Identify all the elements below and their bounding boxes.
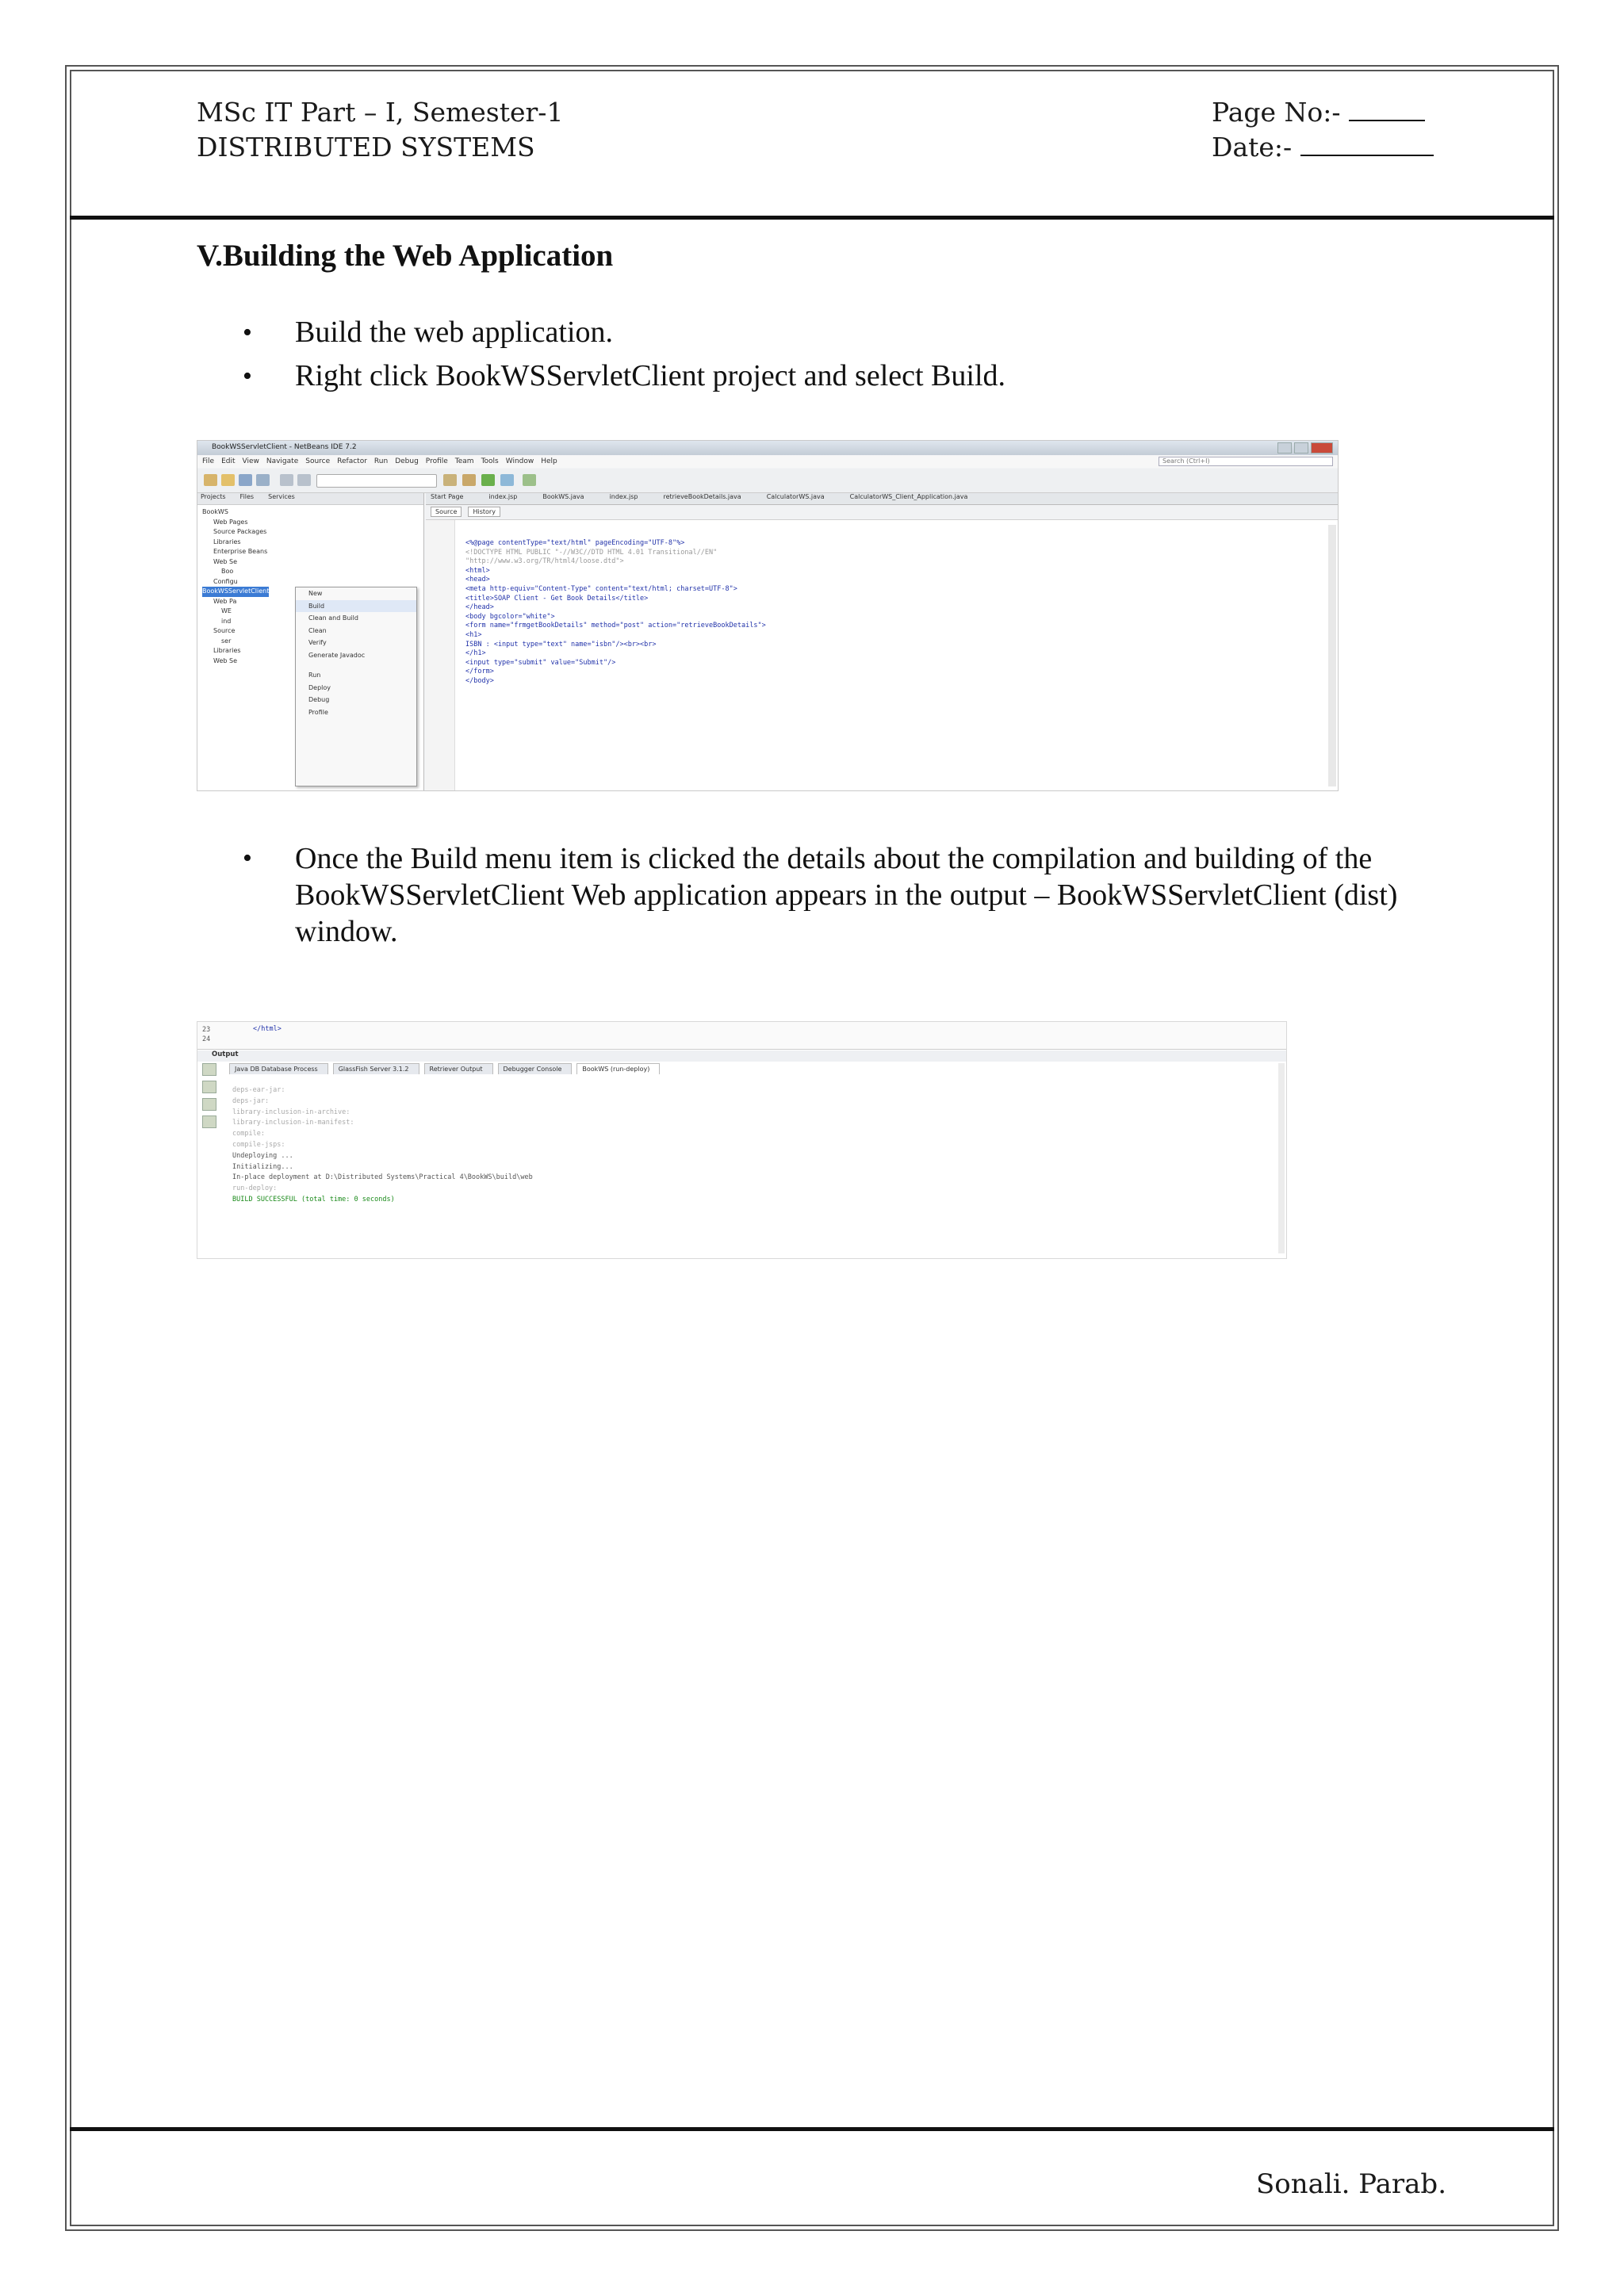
- ctx-debug: Debug: [308, 696, 330, 703]
- close-icon: [1311, 442, 1333, 453]
- page-no-field: [1212, 95, 1434, 130]
- save-all-icon: [256, 474, 270, 486]
- code-line: </head>: [465, 603, 494, 612]
- line-number: 24: [202, 1035, 211, 1043]
- ctx-run: Run: [308, 672, 321, 679]
- bullet-list-output: [238, 840, 1443, 950]
- ide-title-bar: [197, 441, 1338, 455]
- ctx-verify: Verify: [308, 639, 327, 646]
- ctx-javadoc: Generate Javadoc: [308, 651, 366, 659]
- tree-node: Configu: [213, 577, 238, 585]
- date-blank: [1300, 131, 1434, 156]
- editor-tab: retrieveBookDetails.java: [663, 493, 741, 500]
- output-tab: Debugger Console: [498, 1063, 573, 1074]
- page-no-label: Page No:-: [1212, 97, 1341, 128]
- output-tab: Retriever Output: [424, 1063, 493, 1074]
- menu-profile: Profile: [425, 457, 448, 465]
- settings-icon: [202, 1115, 216, 1128]
- date-field: [1212, 130, 1434, 165]
- menu-team: Team: [454, 457, 474, 465]
- menu-view: View: [242, 457, 259, 465]
- redo-icon: [297, 474, 311, 486]
- code-line: <title>SOAP Client - Get Book Details</title>: [465, 594, 649, 603]
- build-icon: [443, 474, 457, 486]
- closing-html-tag: </html>: [253, 1025, 282, 1033]
- ctx-profile: Profile: [308, 708, 328, 716]
- history-toggle: History: [468, 507, 500, 517]
- code-line: <html>: [465, 566, 490, 575]
- menu-source: Source: [305, 457, 331, 465]
- tree-node: Libraries: [213, 647, 241, 654]
- code-line: </form>: [465, 668, 494, 676]
- tree-node: Web Pa: [213, 597, 237, 605]
- tree-node: ser: [221, 637, 232, 645]
- build-log: [232, 1085, 533, 1206]
- bullet-item: • Once the Build menu item is clicked the details about the compilation and building of the BookWSServletClient Web application appears in the output – BookWSServletClient (dist) window.: [238, 840, 1443, 950]
- clean-build-icon: [462, 474, 476, 486]
- ide-window-title: BookWSServletClient - NetBeans IDE 7.2: [212, 443, 357, 451]
- code-line: <h1>: [465, 630, 482, 639]
- config-dropdown: [316, 474, 437, 488]
- log-line: run-deploy:: [232, 1184, 278, 1193]
- footer-rule: [70, 2127, 1554, 2131]
- editor-tab-active: index.jsp: [609, 493, 638, 500]
- window-controls: [1277, 442, 1333, 453]
- menu-window: Window: [505, 457, 534, 465]
- code-line: "http://www.w3.org/TR/html4/loose.dtd">: [465, 557, 624, 566]
- output-tab: Java DB Database Process: [229, 1063, 328, 1074]
- menu-tools: Tools: [481, 457, 499, 465]
- code-editor: [426, 493, 1339, 791]
- code-line: <body bgcolor="white">: [465, 612, 555, 621]
- bullet-list: [238, 311, 1005, 398]
- open-project-icon: [221, 474, 235, 486]
- editor-gutter: [426, 520, 455, 791]
- editor-tabs: [426, 493, 1339, 505]
- rerun-with-args-icon: [202, 1081, 216, 1093]
- log-line: Undeploying ...: [232, 1151, 293, 1160]
- bullet-item: • Build the web application.: [238, 311, 1005, 354]
- stop-icon: [202, 1098, 216, 1111]
- menu-help: Help: [541, 457, 557, 465]
- profile-icon: [523, 474, 536, 486]
- subject-title: DISTRIBUTED SYSTEMS: [197, 132, 535, 163]
- tab-files: Files: [239, 493, 255, 500]
- editor-scrollbar: [1328, 525, 1336, 786]
- menu-edit: Edit: [221, 457, 236, 465]
- context-menu: [295, 587, 417, 786]
- bullet-item: • Right click BookWSServletClient project and select Build.: [238, 354, 1005, 398]
- editor-tab: CalculatorWS_Client_Application.java: [849, 493, 968, 500]
- line-number: 23: [202, 1026, 211, 1034]
- log-line: deps-jar:: [232, 1096, 270, 1105]
- date-label: Date:-: [1212, 132, 1293, 163]
- ide-toolbar: [197, 469, 1338, 493]
- header-left: [197, 95, 563, 165]
- ctx-deploy: Deploy: [308, 683, 331, 691]
- projects-panel: [197, 493, 424, 791]
- tree-node: Libraries: [213, 538, 241, 545]
- editor-toolbar: [426, 505, 1339, 520]
- output-screenshot: [197, 1021, 1287, 1259]
- log-line: library-inclusion-in-archive:: [232, 1108, 350, 1116]
- section-heading: V.Building the Web Application: [197, 239, 614, 273]
- code-line: <form name="frmgetBookDetails" method="post" action="retrieveBookDetails">: [465, 622, 766, 630]
- tree-node: Web Pages: [213, 518, 248, 526]
- menu-refactor: Refactor: [337, 457, 367, 465]
- undo-icon: [280, 474, 293, 486]
- tree-node: Web Se: [213, 656, 237, 664]
- project-tree: [202, 507, 269, 666]
- code-line: </h1>: [465, 649, 486, 658]
- debug-icon: [500, 474, 514, 486]
- page-no-blank: [1349, 96, 1425, 121]
- output-tab: GlassFish Server 3.1.2: [333, 1063, 419, 1074]
- menu-run: Run: [373, 457, 389, 465]
- ctx-clean: Clean: [308, 626, 327, 634]
- code-line: <!DOCTYPE HTML PUBLIC "-//W3C//DTD HTML 4.01 Transitional//EN": [465, 548, 718, 557]
- tree-node: Source: [213, 627, 236, 634]
- ide-search-box: Search (Ctrl+I): [1159, 457, 1333, 466]
- tree-node: BookWS: [202, 508, 228, 515]
- log-line: compile-jsps:: [232, 1140, 285, 1149]
- tree-node: WE: [221, 607, 232, 614]
- rerun-icon: [202, 1063, 216, 1076]
- menu-debug: Debug: [395, 457, 419, 465]
- course-title: MSc IT Part – I, Semester-1: [197, 97, 564, 128]
- new-project-icon: [204, 474, 217, 486]
- code-line: ISBN : <input type="text" name="isbn"/><br><br>: [465, 640, 657, 649]
- ide-menu-bar: [197, 456, 1338, 468]
- output-scrollbar: [1278, 1063, 1285, 1253]
- minimize-icon: [1277, 442, 1292, 453]
- tree-node: Boo: [221, 568, 234, 575]
- log-line: library-inclusion-in-manifest:: [232, 1119, 354, 1127]
- tree-node-selected: BookWSServletClient: [202, 587, 269, 597]
- editor-tab: Start Page: [431, 493, 464, 500]
- ide-screenshot: [197, 440, 1339, 791]
- code-line: <%@page contentType="text/html" pageEncoding="UTF-8"%>: [465, 539, 685, 547]
- editor-tab: index.jsp: [488, 493, 518, 500]
- editor-tab: BookWS.java: [542, 493, 584, 500]
- menu-file: File: [202, 457, 215, 465]
- tree-node: Enterprise Beans: [213, 548, 268, 555]
- ctx-clean-build: Clean and Build: [308, 614, 358, 622]
- code-line: <meta http-equiv="Content-Type" content="text/html; charset=UTF-8">: [465, 584, 737, 593]
- projects-panel-tabs: [197, 493, 423, 505]
- footer-author: Sonali. Parab.: [1256, 2168, 1447, 2200]
- output-panel-title: Output: [197, 1050, 1286, 1062]
- header-right: [1212, 95, 1434, 165]
- header-rule: [70, 216, 1554, 220]
- log-line: In-place deployment at D:\Distributed Systems\Practical 4\BookWS\build\web: [232, 1173, 533, 1182]
- log-line: compile:: [232, 1130, 265, 1138]
- output-tabs: [229, 1063, 665, 1076]
- build-status-line: BUILD SUCCESSFUL (total time: 0 seconds): [232, 1195, 395, 1203]
- source-toggle: Source: [431, 507, 462, 517]
- save-icon: [239, 474, 252, 486]
- line-numbers: [202, 1025, 210, 1044]
- ctx-new: New: [308, 590, 323, 597]
- code-line: </body>: [465, 676, 494, 685]
- output-tab-active: BookWS (run-deploy): [576, 1063, 660, 1074]
- tree-node: Web Se: [213, 557, 237, 565]
- editor-tab: CalculatorWS.java: [766, 493, 825, 500]
- editor-strip: [197, 1022, 1286, 1050]
- code-text: [465, 539, 766, 687]
- tab-projects: Projects: [201, 493, 226, 500]
- menu-navigate: Navigate: [266, 457, 299, 465]
- tab-services: Services: [268, 493, 295, 500]
- ctx-build: Build: [296, 600, 416, 613]
- code-line: <input type="submit" value="Submit"/>: [465, 658, 616, 667]
- maximize-icon: [1294, 442, 1308, 453]
- output-side-toolbar: [202, 1063, 216, 1135]
- log-line: deps-ear-jar:: [232, 1086, 285, 1094]
- log-line: Initializing...: [232, 1162, 293, 1171]
- code-line: <head>: [465, 576, 490, 584]
- tree-node: ind: [221, 617, 232, 625]
- tree-node: Source Packages: [213, 528, 267, 535]
- run-icon: [481, 474, 495, 486]
